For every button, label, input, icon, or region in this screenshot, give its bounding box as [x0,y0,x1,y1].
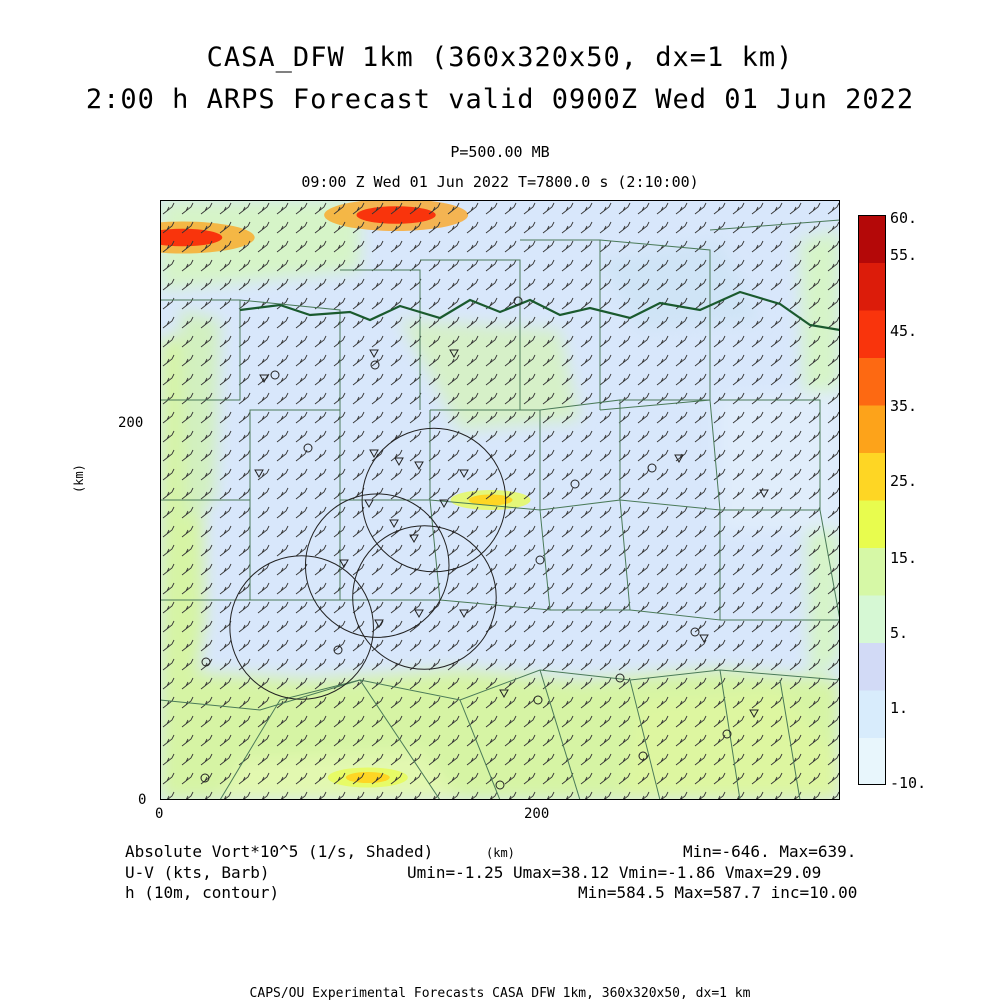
y-tick-0: 0 [138,792,147,808]
y-tick-200: 200 [118,415,144,431]
colorbar-swatch [858,358,886,406]
legend-field2-stats: Umin=-1.25 Umax=38.12 Vmin=-1.86 Vmax=29.09 [407,863,822,882]
colorbar-swatch [858,453,886,501]
colorbar-label: 60. [890,209,918,227]
pressure-level-label: P=500.00 MB [450,143,550,161]
y-axis-label: (km) [72,464,86,493]
legend-field3-name: h (10m, contour) [125,883,280,902]
colorbar-swatch [858,215,886,263]
colorbar-label: 5. [890,624,909,642]
colorbar [858,215,886,785]
colorbar-label: 15. [890,549,918,567]
x-tick-200: 200 [524,806,550,822]
colorbar-swatch [858,738,886,786]
colorbar-swatch [858,500,886,548]
colorbar-swatch [858,548,886,596]
colorbar-label: 25. [890,472,918,490]
forecast-map [160,200,840,800]
wind-barbs [160,200,840,800]
colorbar-swatch [858,595,886,643]
colorbar-label: 35. [890,397,918,415]
footer-credit: CAPS/OU Experimental Forecasts CASA DFW 1km, 360x320x50, dx=1 km [249,986,751,1001]
colorbar-swatch [858,405,886,453]
valid-time-label: 09:00 Z Wed 01 Jun 2022 T=7800.0 s (2:10:00) [301,173,699,191]
colorbar-swatch [858,690,886,738]
legend-field2-name: U-V (kts, Barb) [125,863,270,882]
x-axis-label: (km) [486,846,515,860]
colorbar-swatch [858,310,886,358]
colorbar-swatch [858,643,886,691]
colorbar-label: 1. [890,699,909,717]
x-tick-0: 0 [155,806,164,822]
legend-field1-name: Absolute Vort*10^5 (1/s, Shaded) [125,842,434,861]
colorbar-label: -10. [890,774,927,792]
legend-field3-stats: Min=584.5 Max=587.7 inc=10.00 [578,883,858,902]
legend-field1-stats: Min=-646. Max=639. [683,842,857,861]
colorbar-swatch [858,263,886,311]
colorbar-label: 45. [890,322,918,340]
chart-title-line1: CASA_DFW 1km (360x320x50, dx=1 km) [206,42,794,73]
colorbar-label: 55. [890,246,918,264]
chart-title-line2: 2:00 h ARPS Forecast valid 0900Z Wed 01 Jun 2022 [85,84,915,115]
